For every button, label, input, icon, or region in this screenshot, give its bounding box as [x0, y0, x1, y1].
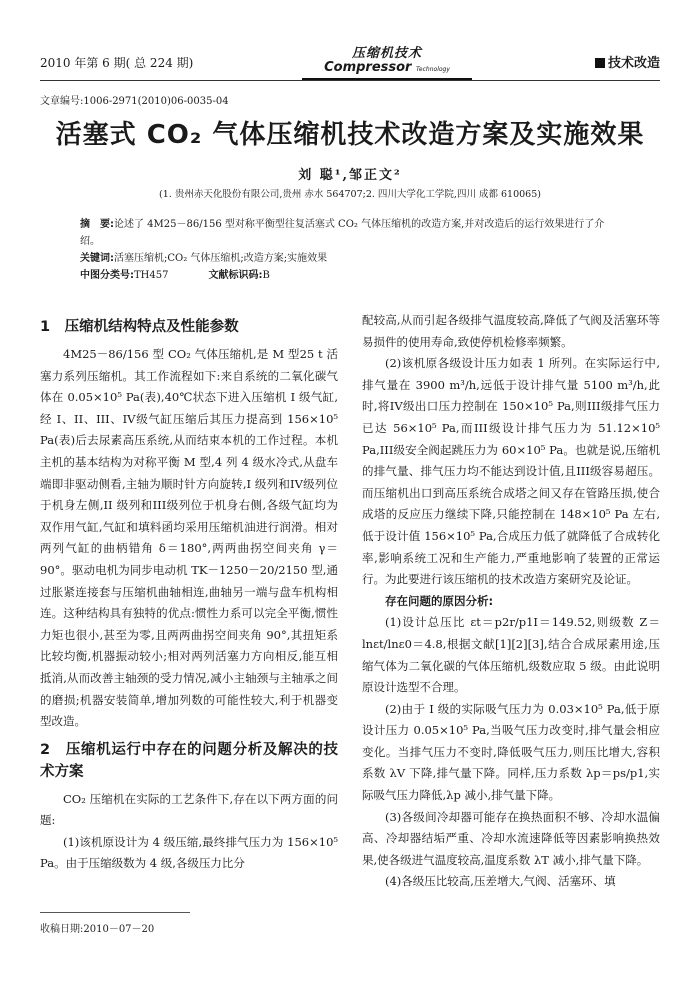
journal-logo-cn: 压缩机技术 — [351, 46, 422, 61]
cause-item-2: (2)由于 I 级的实际吸气压力为 0.03×10⁵ Pa,低于原设计压力 0.05×10⁵ Pa,当吸气压力改变时,排气量会相应变化。当排气压力不变时,降低吸气压力,则压比增大,容积系数 λV 下降,排气量下降。同样,压力系数 λp＝ps/p1,实际吸气压力降低,λp 减小,排气量下降。 — [362, 701, 660, 803]
section-text: 技术改造 — [607, 56, 660, 71]
section-label — [595, 52, 660, 71]
logo-en-main: Compressor — [324, 60, 412, 75]
keywords — [80, 250, 620, 267]
abstract-label: 摘 要: — [80, 219, 114, 230]
cause-analysis-heading: 存在问题的原因分析: — [385, 593, 494, 608]
authors: 刘 聪¹,邹正文² — [298, 168, 402, 183]
section-1-paragraph: 4M25－86/156 型 CO₂ 气体压缩机,是 M 型25 t 活塞力系列压缩机。其工作流程如下:来自系统的二氧化碳气体在 0.05×10⁵ Pa(表),40℃状态下进入压缩机 I 级气缸,经 I、II、III、IV级气缸压缩后其压力提高到 156×10⁵ Pa(表)后去尿素高压系统,从而结束本机的工作过程。本机主机的基本结构为对称平衡 M 型,4 列 4 级水冷式,从盘车端即非驱动侧看,主轴为顺时针方向旋转,I 级列和IV级列位于机身左侧,II 级列和III级列位于机身右侧,各级气缸均为双作用气缸,气缸和填料函均采用压缩机油进行润滑。相对两列气缸的曲柄错角 δ＝180°,两两曲拐空间夹角 γ＝90°。驱动电机为同步电动机 TK－1250－20/2150 型,通过胀紧连接套与压缩机曲轴相连,曲轴另一端与盘车机构相连。这种结构具有独特的优点:惯性力系可以完全平衡,惯性力矩也很小,甚至为零,且两两曲拐空间夹角 90°,其扭矩系比较均衡,机器振动较小;相对两列活塞力方向相反,能互相抵消,从而改善主轴颈的受力情况,减小主轴颈与主轴承之间的磨损;机器安装简单,增加列数的可能性较大,利于机器变型改造。 — [40, 347, 338, 729]
abstract-text: 论述了 4M25－86/156 型对称平衡型往复活塞式 CO₂ 气体压缩机的改造方案,并对改造后的运行效果进行了介绍。 — [80, 219, 605, 247]
abstract — [80, 216, 620, 250]
continued-paragraph: 配较高,从而引起各级排气温度较高,降低了气阀及活塞环等易损件的使用寿命,致使停机检修率频繁。 — [362, 313, 660, 349]
cause-item-3: (3)各级间冷却器可能存在换热面积不够、冷却水温偏高、冷却器结垢严重、冷却水流速降低等因素影响换热效果,使各级进气温度较高,温度系数 λT 减小,排气量下降。 — [362, 809, 660, 867]
cause-item-1: (1)设计总压比 εt＝p2r/p1I＝149.52,则级数 Z＝lnεt/lnε0＝4.8,根据文献[1][2][3],结合合成尿素用途,压缩气体为二氧化碳的气体压缩机,级数应取 5 级。由此说明原设计选型不合理。 — [362, 615, 660, 695]
article-number: 文章编号:1006-2971(2010)06-0035-04 — [40, 96, 229, 107]
left-column — [40, 310, 338, 875]
clc-label: 中图分类号: — [80, 270, 134, 281]
abstract-block — [80, 216, 620, 284]
affiliation: (1. 贵州赤天化股份有限公司,贵州 赤水 564707;2. 四川大学化工学院,四川 成都 610065) — [159, 189, 541, 200]
journal-logo — [302, 42, 472, 81]
paper-title: 活塞式 CO₂ 气体压缩机技术改造方案及实施效果 — [55, 120, 645, 150]
right-column — [362, 310, 660, 893]
paragraph-item-2: (2)该机原各级设计压力如表 1 所列。在实际运行中,排气量在 3900 m³/h,远低于设计排气量 5100 m³/h,此时,将IV级出口压力控制在 150×10⁵ Pa,则III级排气压力已达 56×10⁵ Pa,而III级设计排气压力为 51.12×10⁵ Pa,III级安全阀起跳压力为 60×10⁵ Pa。也就是说,压缩机的排气量、排气压力均不能达到设计值,且III级容易超压。而压缩机出口到高压系统合成塔之间又存在管路压损,使合成塔的反应压力继续下降,只能控制在 148×10⁵ Pa 左右,低于设计值 156×10⁵ Pa,合成压力低了就降低了合成转化率,影响系统工况和生产能力,严重地影响了装置的正常运行。为此要进行该压缩机的技术改造方案研究及论证。 — [362, 356, 660, 587]
keywords-label: 关键词: — [80, 253, 114, 264]
section-1-heading: 1 压缩机结构特点及性能参数 — [40, 319, 239, 335]
running-header — [40, 40, 660, 80]
classification — [80, 267, 620, 284]
section-2-paragraph-1: CO₂ 压缩机在实际的工艺条件下,存在以下两方面的问题: — [40, 791, 338, 828]
received-date: 收稿日期:2010－07－20 — [40, 924, 155, 935]
clc-value: TH457 — [134, 270, 169, 281]
section-2-heading: 2 压缩机运行中存在的问题分析及解决的技术方案 — [40, 741, 338, 780]
logo-en-small: Technology — [416, 66, 450, 73]
issue-label: 2010 年第 6 期( 总 224 期) — [40, 56, 194, 70]
cause-item-4: (4)各级压比较高,压差增大,气阀、活塞环、填 — [385, 874, 616, 889]
square-bullet-icon — [595, 58, 605, 68]
doc-code-label: 文献标识码: — [208, 270, 263, 281]
header-rule — [40, 80, 660, 81]
journal-logo-en — [302, 61, 472, 77]
footnote-rule — [40, 912, 190, 913]
section-2-paragraph-2: (1)该机原设计为 4 级压缩,最终排气压力为 156×10⁵ Pa。由于压缩级数为 4 级,各级压力比分 — [40, 834, 338, 871]
keywords-text: 活塞压缩机;CO₂ 气体压缩机;改造方案;实施效果 — [114, 253, 328, 264]
doc-code-value: B — [262, 270, 270, 281]
